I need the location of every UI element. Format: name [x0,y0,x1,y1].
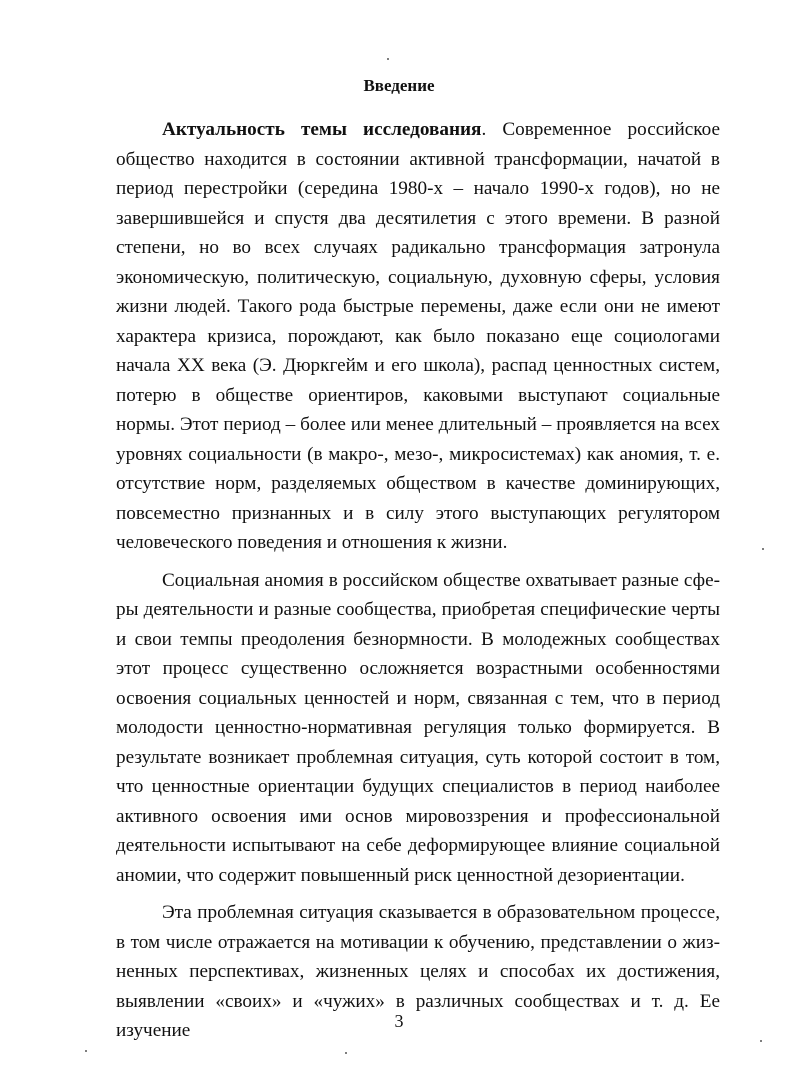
scan-speck [762,548,764,550]
paragraph-2 [116,566,720,891]
scan-speck [387,58,389,60]
scan-speck [760,1040,762,1042]
paragraph-text: Эта проблемная ситуация сказывается в образовательном процессе, в том числе отражается на мотивации к обучению, представлении о жизненных перспективах, жизненных целях и способах их достижения, выявлении «своих» и «чужих» в различных сообществах и т. д. Ее изучение [116,902,720,1041]
paragraph-text: Социальная аномия в российском обществе охватывает разные сферы деятельности и разные сообщества, приобретая специфические черты и свои темпы преодоления безнормности. В молодежных сообществах этот процесс существенно осложняется возрастными особенностями освоения социальных ценностей и норм, связанная с тем, что в период молодости ценностно-нормативная регуляция только формируется. В результате возникает проблемная ситуация, суть которой состоит в том, что ценностные ориентации будущих специалистов в период наиболее активного освоения ими основ мировоззрения и профессиональной деятельности испытывают на себе деформирующее влияние социальной аномии, что содержит повышенный риск ценностной дезориентации. [116,569,720,886]
scan-speck [345,1052,347,1054]
page-number: 3 [394,1011,404,1031]
paragraph-text: . Современное российское общество находится в состоянии активной трансформации, начатой в период перестройки (середина 1980-х – начало 1990-х годов), но не завершившейся и спустя два десятилетия с этого времени. В разной степени, но во всех случаях радикально трансформация затронула экономическую, политическую, социальную, духовную сферы, условия жизни людей. Такого рода быстрые перемены, даже если они не имеют характера кризиса, порождают, как было показано еще социологами начала XX века (Э. Дюркгейм и его школа), распад ценностных систем, потерю в обществе ориентиров, каковыми выступают социальные нормы. Этот период – более или менее длительный – проявляется на всех уровнях социальности (в макро-, мезо-, микросистемах) как аномия, т. е. отсутствие норм, разделяемых обществом в качестве доминирующих, повсеместно признанных и в силу этого выступающих регулятором человеческого поведения и отношения к жизни. [116,119,720,553]
section-heading: Введение [363,76,435,95]
paragraph-lead: Актуальность темы исследования [162,119,482,140]
body-text [116,115,720,1054]
scan-speck [85,1050,87,1052]
paragraph-1 [116,115,720,558]
